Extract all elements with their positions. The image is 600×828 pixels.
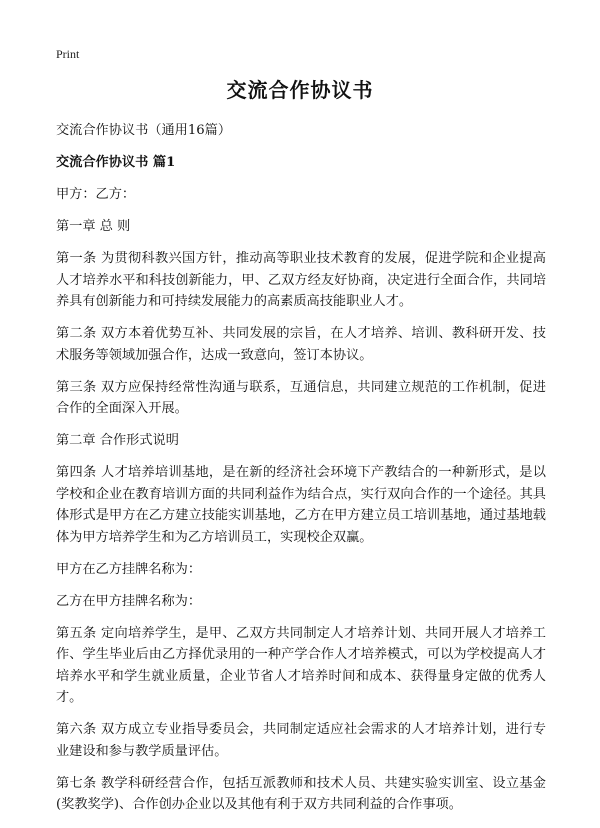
- document-subtitle: 交流合作协议书（通用16篇）: [56, 123, 232, 138]
- article-5: 第五条 定向培养学生，是甲、乙双方共同制定人才培养计划、共同开展人才培养工作、学生毕业后由乙方择优录用的一种产学合作人才培养模式，可以为学校提高人才培养水平和学生就业质量，企业节省人才培养时间和成本、获得量身定做的优秀人才。: [56, 625, 546, 705]
- article-3: 第三条 双方应保持经常性沟通与联系，互通信息，共同建立规范的工作机制，促进合作的全面深入开展。: [56, 379, 546, 416]
- document-title: 交流合作协议书: [226, 78, 374, 102]
- article-1: 第一条 为贯彻科教兴国方针，推动高等职业技术教育的发展，促进学院和企业提高人才培养水平和科技创新能力，甲、乙双方经友好协商，决定进行全面合作，共同培养具有创新能力和可持续发展能力的高素质高技能职业人才。: [56, 251, 546, 309]
- section-heading: 交流合作协议书 篇1: [56, 155, 176, 170]
- parties-line: 甲方：乙方：: [56, 187, 136, 202]
- document-body: [56, 120, 546, 816]
- print-link[interactable]: Print: [56, 47, 80, 61]
- article-4: 第四条 人才培养培训基地，是在新的经济社会环境下产教结合的一种新形式，是以学校和企业在教育培训方面的共同利益作为结合点，实行双向合作的一个途径。其具体形式是甲方在乙方建立技能实训基地，乙方在甲方建立员工培训基地，通过基地载体为甲方培养学生和为乙方培训员工，实现校企双赢。: [56, 465, 546, 545]
- chapter-heading-1: 第一章 总 则: [56, 219, 131, 234]
- article-7: 第七条 教学科研经营合作，包括互派教师和技术人员、共建实验实训室、设立基金(奖教奖学)、合作创办企业以及其他有利于双方共同利益的合作事项。: [56, 775, 546, 812]
- article-6: 第六条 双方成立专业指导委员会，共同制定适应社会需求的人才培养计划，进行专业建设和参与教学质量评估。: [56, 722, 546, 759]
- chapter-heading-2: 第二章 合作形式说明: [56, 433, 179, 448]
- jia-plaque-line: 甲方在乙方挂牌名称为：: [56, 561, 202, 577]
- yi-plaque-line: 乙方在甲方挂牌名称为：: [56, 593, 202, 609]
- article-2: 第二条 双方本着优势互补、共同发展的宗旨，在人才培养、培训、教科研开发、技术服务等领域加强合作，达成一致意向，签订本协议。: [56, 326, 546, 363]
